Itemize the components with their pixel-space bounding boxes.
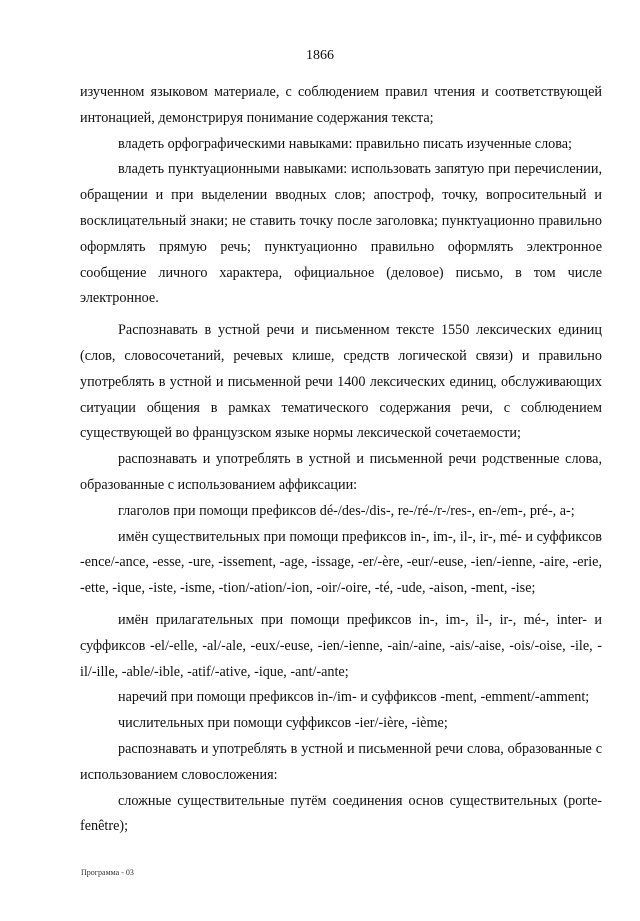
paragraph-affixation-intro: распознавать и употреблять в устной и письменной речи родственные слова, образованные с использованием аффиксации: (80, 451, 602, 493)
paragraph-adjective-affixes: имён прилагательных при помощи префиксов in-, im-, il-, ir-, mé-, inter- и суффиксов -el/-elle, -al/-ale, -eux/-euse, -ien/-ienne, -ain/-aine, -ais/-aise, -ois/-oise, -ile, -il/-ille, -able/-ible, -atif/-ative, -ique, -ant/-ante; (80, 611, 602, 680)
paragraph-noun-affixes: имён существительных при помощи префиксов in-, im-, il-, ir-, mé- и суффиксов -ence/-ance, -esse, -ure, -issement, -age, -issage, -er/-ère, -eur/-euse, -ien/-ienne, -aire, -erie, -ette, -ique, -iste, -isme, -tion/-ation/-ion, -oir/-oire, -té, -ude, -aison, -ment, -ise; (80, 528, 602, 597)
paragraph-punctuation-skills: владеть пунктуационными навыками: использовать запятую при перечислении, обращении и при выделении вводных слов; апостроф, точку, вопросительный и восклицательный знаки; не ставить точку после заголовка; пунктуационно правильно оформлять прямую речь; пунктуационно правильно оформлять электронное сообщение личного характера, официальное (деловое) письмо, в том числе электронное. (80, 161, 602, 307)
paragraph-reading-continuation: изученном языковом материале, с соблюдением правил чтения и соответствующей интонацией, демонстрируя понимание содержания текста; (80, 84, 602, 126)
footer-program-code: Программа - 03 (81, 868, 134, 877)
paragraph-lexical-units: Распознавать в устной речи и письменном тексте 1550 лексических единиц (слов, словосочетаний, речевых клише, средств логической связи) и правильно употреблять в устной и письменной речи 1400 лексических единиц, обслуживающих ситуации общения в рамках тематического содержания речи, с соблюдением существующей во французском языке нормы лексической сочетаемости; (80, 322, 602, 442)
page-number: 1866 (306, 48, 334, 63)
paragraph-numeral-suffixes: числительных при помощи суффиксов -ier/-ière, -ième; (118, 715, 448, 732)
body-text (80, 80, 602, 840)
paragraph-verb-prefixes: глаголов при помощи префиксов dé-/des-/dis-, re-/ré-/r-/res-, en-/em-, pré-, a-; (118, 502, 575, 519)
paragraph-compound-nouns: сложные существительные путём соединения основ существительных (porte-fenêtre); (80, 792, 602, 835)
paragraph-adverb-affixes: наречий при помощи префиксов in-/im- и суффиксов -ment, -emment/-amment; (118, 689, 590, 706)
paragraph-compounding-intro: распознавать и употреблять в устной и письменной речи слова, образованные с использованием словосложения: (80, 740, 602, 783)
paragraph-spelling-skills: владеть орфографическими навыками: правильно писать изученные слова; (118, 135, 572, 152)
